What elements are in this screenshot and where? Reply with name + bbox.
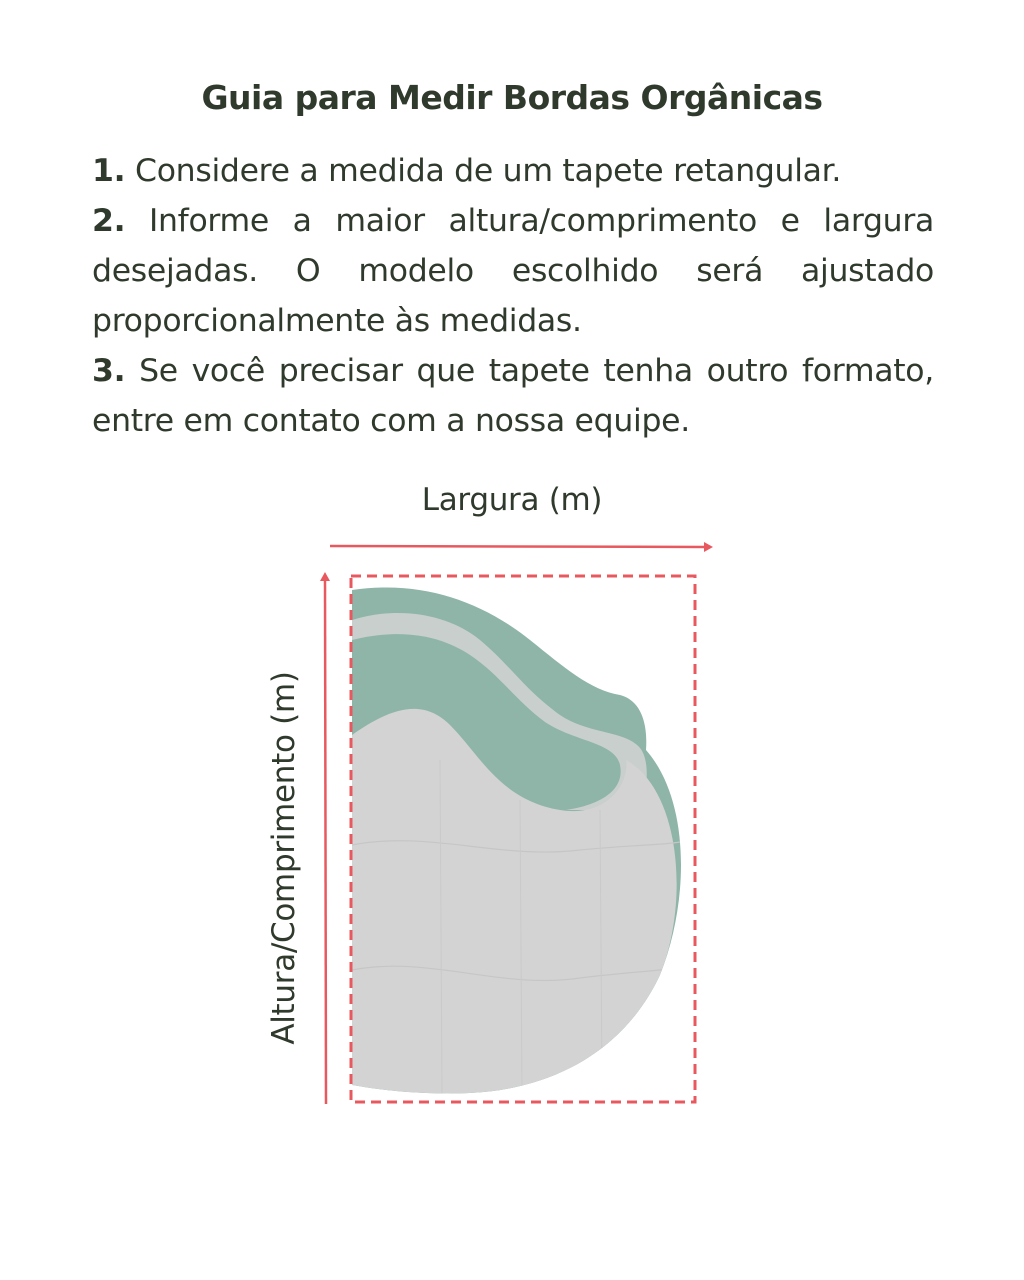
step-text: Se você precisar que tapete tenha outro formato, entre em contato com a nossa equipe. xyxy=(92,353,934,439)
organic-rug xyxy=(340,570,700,1110)
step-text: Informe a maior altura/comprimento e largura desejadas. O modelo escolhido será ajustado proporcionalmente às medidas. xyxy=(92,203,934,339)
step-number: 3. xyxy=(92,353,126,389)
height-arrow xyxy=(320,572,330,1104)
step-number: 1. xyxy=(92,153,126,189)
height-label: Altura/Comprimento (m) xyxy=(266,671,302,1045)
step-text: Considere a medida de um tapete retangular. xyxy=(135,153,842,189)
width-label: Largura (m) xyxy=(421,482,603,518)
step-number: 2. xyxy=(92,203,126,239)
page-title: Guia para Medir Bordas Orgânicas xyxy=(201,78,823,117)
width-arrow xyxy=(330,542,713,552)
